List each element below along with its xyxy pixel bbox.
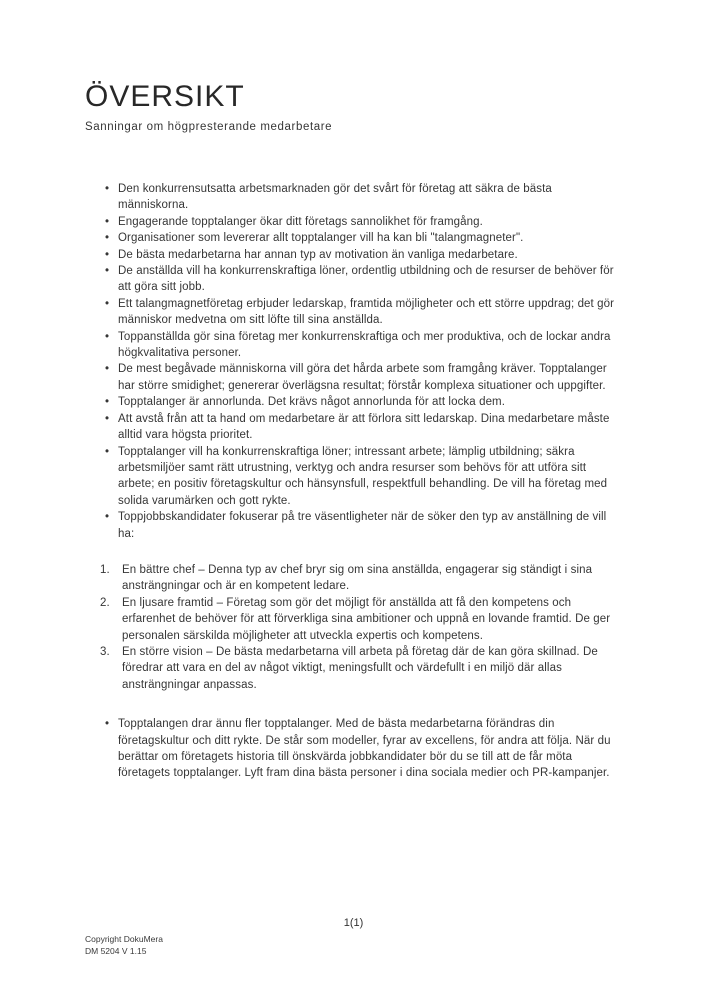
numbered-item-number: 2. — [100, 596, 110, 609]
list-item-text: Ett talangmagnetföretag erbjuder ledarskap, framtida möjligheter och ett större uppdrag; det gör människor medvetna om sitt löfte till sina anställda. — [118, 297, 615, 327]
document-body — [85, 181, 622, 782]
bullet-icon: • — [105, 215, 110, 228]
numbered-item-number: 3. — [100, 645, 110, 658]
list-item-text: Toppanställda gör sina företag mer konkurrenskraftiga och mer produktiva, och de lockar andra högkvalitativa personer. — [118, 330, 611, 360]
list-item — [85, 361, 622, 394]
list-item-text: De mest begåvade människorna vill göra det hårda arbete som framgång kräver. Topptalanger har större smidighet; genererar överlägsna resultat; förstår komplexa situationer och uppgifter. — [118, 363, 607, 392]
bullet-icon: • — [105, 183, 110, 195]
bullet-icon: • — [105, 232, 110, 245]
list-item — [85, 509, 622, 542]
list-item-text: Organisationer som levererar allt topptalanger vill ha kan bli "talangmagneter". — [118, 232, 524, 245]
numbered-item-text: En bättre chef – Denna typ av chef bryr sig om sina anställda, engagerar sig ständigt i sina ansträngningar och är en kompetent ledare. — [122, 563, 593, 593]
bullet-icon: • — [105, 511, 110, 524]
document-content — [85, 80, 622, 782]
numbered-item — [85, 562, 622, 595]
numbered-item-text: En ljusare framtid – Företag som gör det möjligt för anställda att få den kompetens och erfarenhet de behöver för att förverkliga sina ambitioner och uppnå en lovande framtid. De ger personalen särskilda möjligheter att utveckla expertis och kompetens. — [122, 596, 611, 642]
list-item-text: De anställda vill ha konkurrenskraftiga löner, ordentlig utbildning och de resurser de behöver för att göra sitt jobb. — [118, 265, 614, 294]
bullet-icon: • — [105, 445, 110, 458]
bullet-icon: • — [105, 297, 110, 310]
numbered-item-text: En större vision – De bästa medarbetarna vill arbeta på företag där de kan göra skillnad. De föredrar att vara en del av något viktigt, meningsfullt och värdefullt i en miljö där allas ansträngningar anpassas. — [122, 645, 598, 691]
list-item — [85, 263, 622, 296]
list-item — [85, 411, 622, 444]
bullet-list — [85, 181, 622, 542]
numbered-item — [85, 595, 622, 644]
page-footer — [85, 934, 163, 957]
list-item-text: De bästa medarbetarna har annan typ av motivation än vanliga medarbetare. — [118, 248, 518, 261]
list-item-text: Engagerande topptalanger ökar ditt företags sannolikhet för framgång. — [118, 215, 483, 228]
bullet-icon: • — [105, 330, 110, 343]
list-item-text: Topptalanger är annorlunda. Det krävs något annorlunda för att locka dem. — [118, 396, 506, 409]
page-number: 1(1) — [343, 917, 364, 929]
list-item — [85, 394, 622, 410]
footer-version: DM 5204 V 1.15 — [85, 945, 147, 956]
list-item-text: Den konkurrensutsatta arbetsmarknaden gör det svårt för företag att säkra de bästa människorna. — [118, 183, 552, 212]
list-item-text: Att avstå från att ta hand om medarbetare är att förlora sitt ledarskap. Dina medarbetare måste alltid vara högsta prioritet. — [118, 412, 610, 442]
numbered-item — [85, 644, 622, 693]
numbered-item-number: 1. — [100, 563, 110, 576]
bullet-icon: • — [105, 248, 110, 261]
bullet-icon: • — [105, 412, 110, 425]
bullet-icon: • — [105, 363, 110, 376]
list-item — [85, 444, 622, 510]
list-item — [85, 296, 622, 329]
page-title: ÖVERSIKT — [85, 80, 245, 113]
list-item-text: Topptalanger vill ha konkurrenskraftiga löner; intressant arbete; lämplig utbildning; säkra arbetsmiljöer samt rätt utrustning, verktyg och andra resurser som behövs för att utföra sitt arbete; en positiv företagskultur och hänsynsfull, respektfull behandling. De vill ha företag med solida varumärken och gott rykte. — [118, 445, 608, 507]
list-item — [85, 181, 622, 214]
list-item — [85, 214, 622, 230]
list-item — [85, 329, 622, 362]
bullet-icon: • — [105, 396, 110, 409]
page-subtitle: Sanningar om högpresterande medarbetare — [85, 121, 333, 133]
closing-bullet-item — [85, 716, 622, 782]
footer-copyright: Copyright DokuMera — [85, 934, 163, 944]
list-item — [85, 247, 622, 263]
closing-bullet-text: Topptalangen drar ännu fler topptalanger. Med de bästa medarbetarna förändras din företagskultur och ditt rykte. De står som modeller, fyrar av excellens, för andra att följa. När du berättar om företagets historia till önskvärda jobbkandidater bör du se till att de får möta företagets topptalanger. Lyft fram dina bästa personer i dina sociala medier och PR-kampanjer. — [118, 718, 611, 780]
bullet-icon: • — [105, 265, 110, 278]
numbered-list — [85, 562, 622, 693]
bullet-icon: • — [105, 718, 110, 731]
list-item-text: Toppjobbskandidater fokuserar på tre väsentligheter när de söker den typ av anställning de vill ha: — [118, 511, 607, 540]
list-item — [85, 230, 622, 246]
